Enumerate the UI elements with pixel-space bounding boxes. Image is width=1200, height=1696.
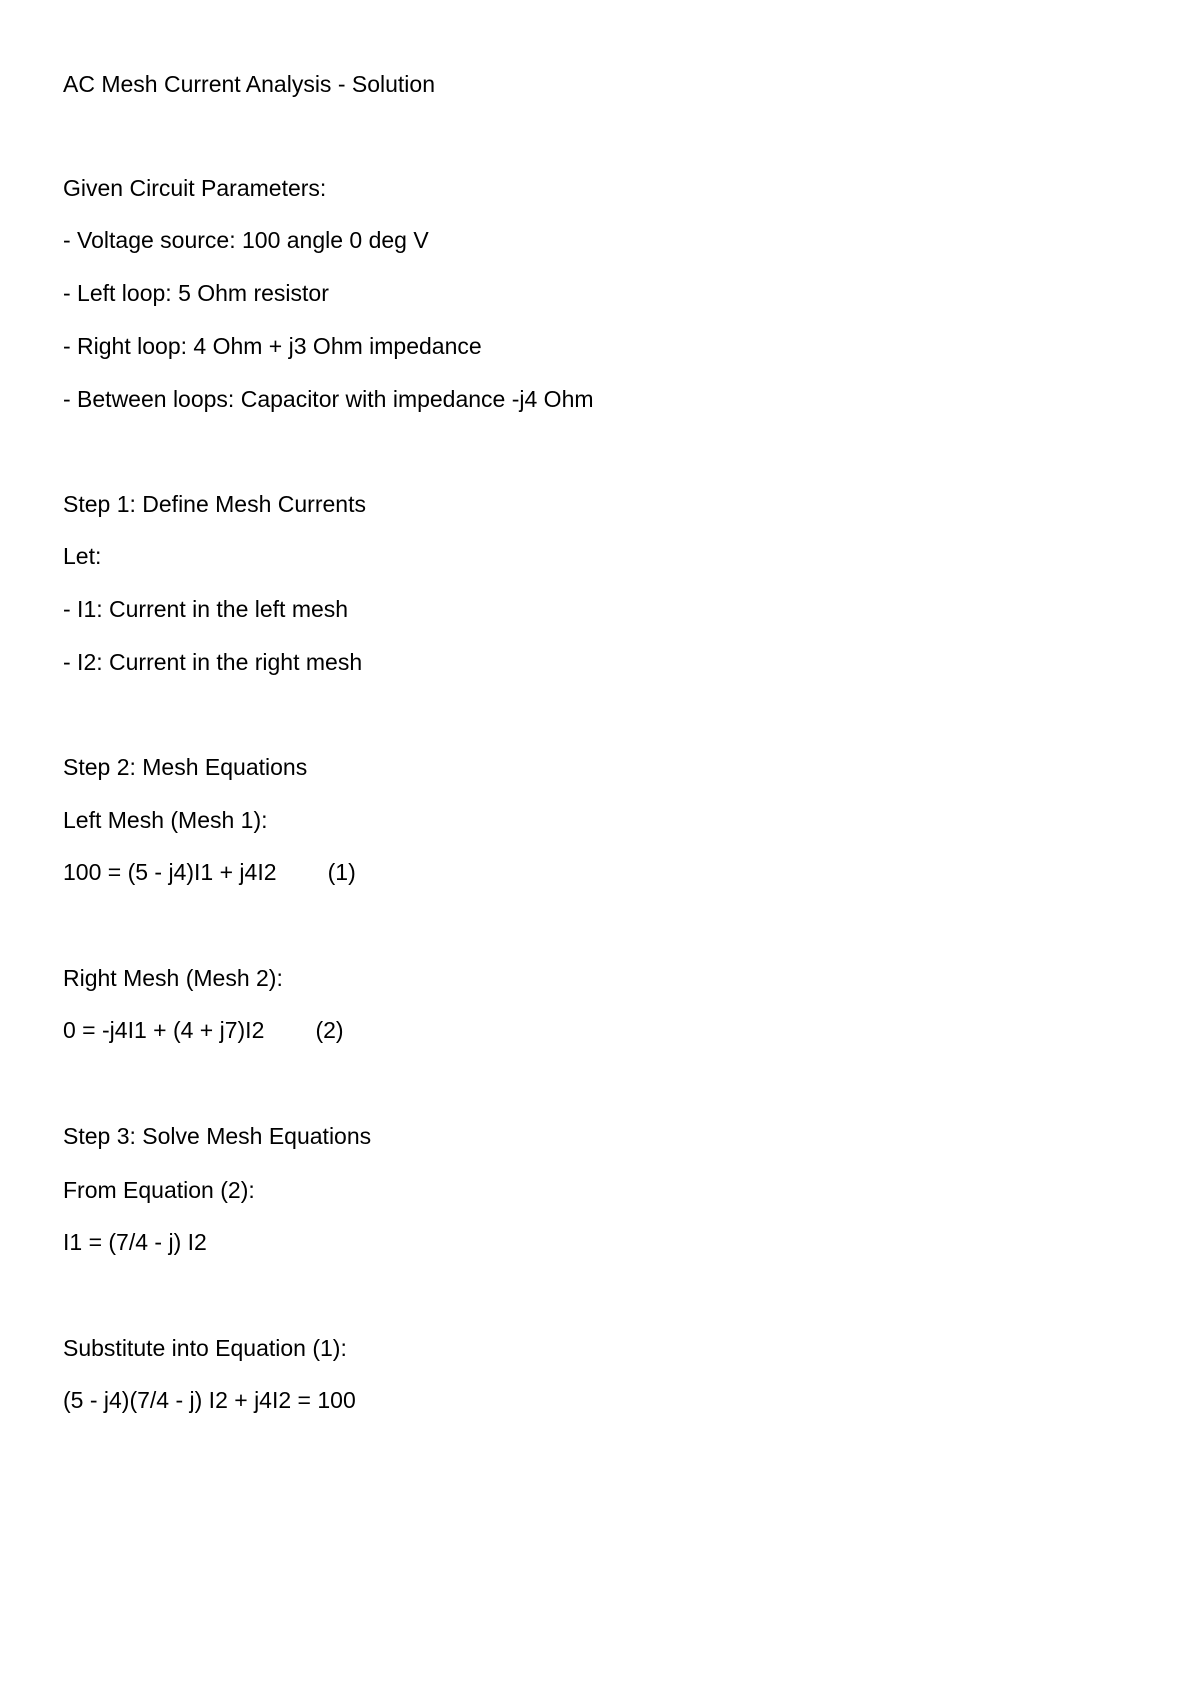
given-item-right-loop: - Right loop: 4 Ohm + j3 Ohm impedance <box>63 333 482 359</box>
i1-expression: I1 = (7/4 - j) I2 <box>63 1229 207 1255</box>
step3-heading: Step 3: Solve Mesh Equations <box>63 1123 372 1149</box>
mesh2-equation: 0 = -j4I1 + (4 + j7)I2 (2) <box>63 1017 344 1043</box>
mesh1-equation: 100 = (5 - j4)I1 + j4I2 (1) <box>63 859 356 885</box>
step1-intro: Let: <box>63 543 102 569</box>
mesh1-label: Left Mesh (Mesh 1): <box>63 807 268 833</box>
given-item-left-loop: - Left loop: 5 Ohm resistor <box>63 280 329 306</box>
given-item-between-loops: - Between loops: Capacitor with impedance -j4 Ohm <box>63 386 594 412</box>
step1-heading: Step 1: Define Mesh Currents <box>63 491 366 517</box>
substitute-label: Substitute into Equation (1): <box>63 1335 347 1361</box>
step1-item-i1: - I1: Current in the left mesh <box>63 596 349 622</box>
step2-heading: Step 2: Mesh Equations <box>63 754 308 780</box>
substituted-equation: (5 - j4)(7/4 - j) I2 + j4I2 = 100 <box>63 1387 356 1413</box>
given-item-voltage-source: - Voltage source: 100 angle 0 deg V <box>63 227 429 253</box>
mesh2-label: Right Mesh (Mesh 2): <box>63 965 283 991</box>
given-heading: Given Circuit Parameters: <box>63 175 327 201</box>
document-title: AC Mesh Current Analysis - Solution <box>63 71 435 97</box>
step1-item-i2: - I2: Current in the right mesh <box>63 649 363 675</box>
from-equation-label: From Equation (2): <box>63 1177 255 1203</box>
